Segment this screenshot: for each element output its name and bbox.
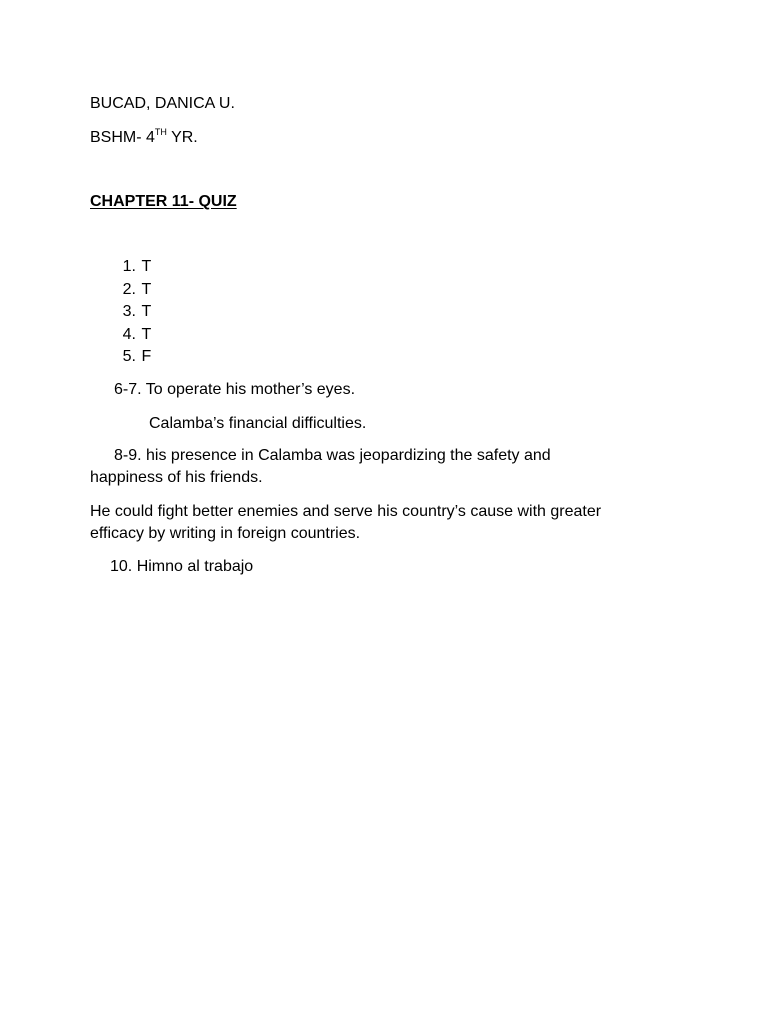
course-prefix: BSHM- 4 [90, 129, 155, 146]
answer-8-9-line-3: He could fight better enemies and serve his country’s cause with greater [90, 503, 602, 520]
item-number: 3. [122, 303, 136, 320]
list-item [90, 279, 151, 302]
list-item [90, 256, 151, 279]
item-number: 4. [122, 325, 136, 343]
answer-list [90, 256, 151, 369]
list-item [90, 346, 151, 369]
item-number: 1. [122, 258, 136, 275]
item-answer: F [141, 348, 152, 365]
answer-10: 10. Himno al trabajo [110, 558, 254, 575]
item-answer: T [141, 280, 152, 298]
item-answer: T [141, 325, 152, 343]
answer-6-7: 6-7. To operate his mother’s eyes. [114, 381, 356, 398]
item-answer: T [141, 303, 152, 320]
quiz-title: CHAPTER 11- QUIZ [90, 193, 237, 210]
course-year [90, 127, 198, 149]
answer-8-9-line-1: 8-9. his presence in Calamba was jeopardizing the safety and [114, 447, 551, 464]
answer-6-7-continuation: Calamba’s financial difficulties. [149, 415, 367, 432]
item-answer: T [141, 258, 152, 275]
student-name: BUCAD, DANICA U. [90, 95, 235, 112]
answer-8-9-line-4: efficacy by writing in foreign countries. [90, 525, 361, 542]
answer-8-9-line-2: happiness of his friends. [90, 469, 263, 486]
list-item [90, 324, 151, 347]
item-number: 2. [122, 280, 136, 298]
list-item [90, 301, 151, 324]
item-number: 5. [122, 348, 136, 365]
course-superscript: TH [154, 127, 167, 137]
course-suffix: YR. [166, 129, 198, 146]
